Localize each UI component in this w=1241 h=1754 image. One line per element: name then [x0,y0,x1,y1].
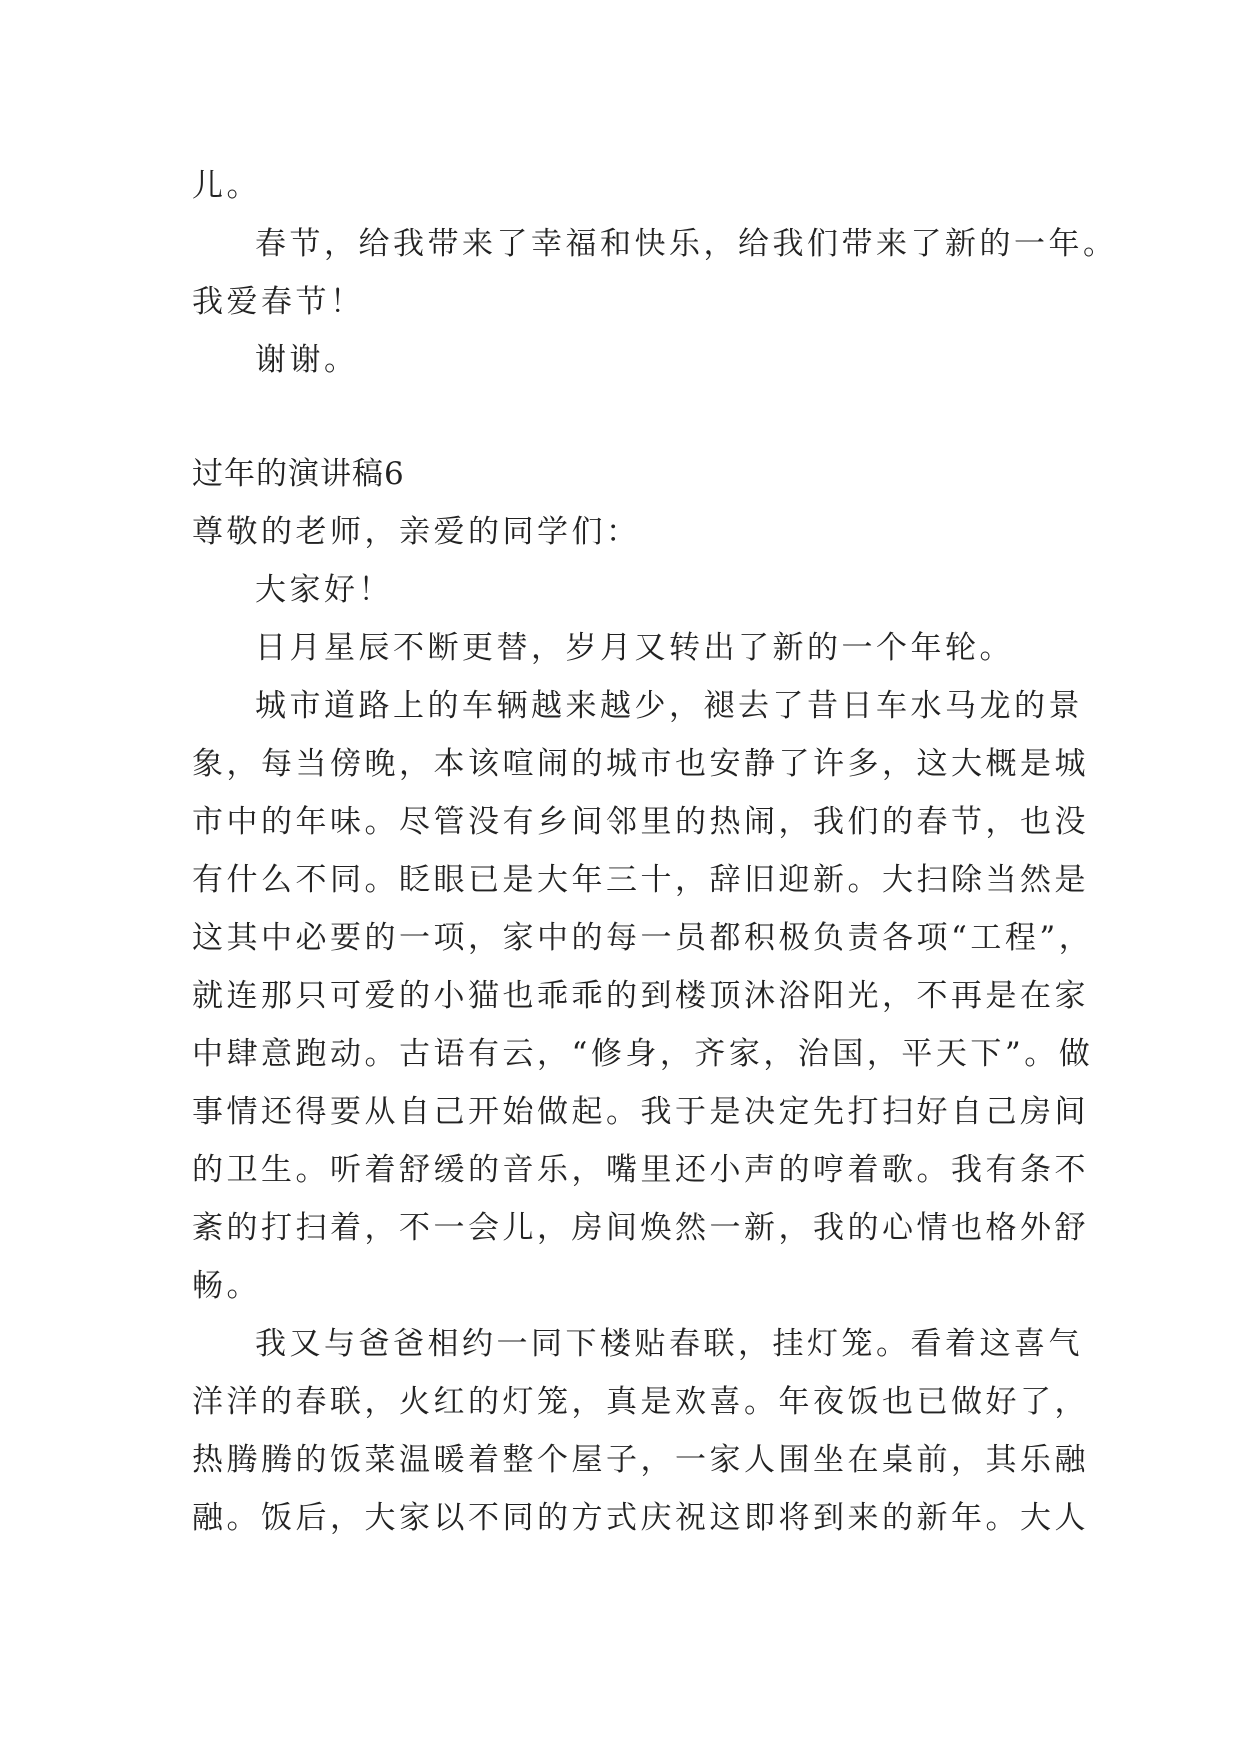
text-line: 紊的打扫着，不一会儿，房间焕然一新，我的心情也格外舒 [192,1210,1089,1246]
salutation: 尊敬的老师，亲爱的同学们： [192,514,641,550]
section-title: 过年的演讲稿6 [192,456,405,492]
text-line: 的卫生。听着舒缓的音乐，嘴里还小声的哼着歌。我有条不 [192,1152,1089,1188]
text-line: 洋洋的春联，火红的灯笼，真是欢喜。年夜饭也已做好了， [192,1384,1089,1420]
text-line: 我又与爸爸相约一同下楼贴春联，挂灯笼。看着这喜气 [255,1326,1083,1362]
text-line: 谢谢。 [255,342,359,378]
text-line: 中肆意跑动。古语有云，“修身，齐家，治国，平天下”。做 [192,1036,1094,1072]
text-line: 儿。 [192,168,261,204]
text-line: 春节，给我带来了幸福和快乐，给我们带来了新的一年。 [255,226,1118,262]
text-line: 市中的年味。尽管没有乡间邻里的热闹，我们的春节，也没 [192,804,1089,840]
text-line: 融。饭后，大家以不同的方式庆祝这即将到来的新年。大人 [192,1500,1089,1536]
text-line: 事情还得要从自己开始做起。我于是决定先打扫好自己房间 [192,1094,1089,1130]
text-line: 畅。 [192,1268,261,1304]
text-line: 象，每当傍晚，本该喧闹的城市也安静了许多，这大概是城 [192,746,1089,782]
text-line: 有什么不同。眨眼已是大年三十，辞旧迎新。大扫除当然是 [192,862,1089,898]
text-line: 这其中必要的一项，家中的每一员都积极负责各项“工程”， [192,920,1094,956]
text-line: 日月星辰不断更替，岁月又转出了新的一个年轮。 [255,630,1014,666]
text-line: 热腾腾的饭菜温暖着整个屋子，一家人围坐在桌前，其乐融 [192,1442,1089,1478]
text-line: 我爱春节！ [192,284,365,320]
text-line: 城市道路上的车辆越来越少，褪去了昔日车水马龙的景 [255,688,1083,724]
greeting: 大家好！ [255,572,393,608]
text-line: 就连那只可爱的小猫也乖乖的到楼顶沐浴阳光，不再是在家 [192,978,1089,1014]
